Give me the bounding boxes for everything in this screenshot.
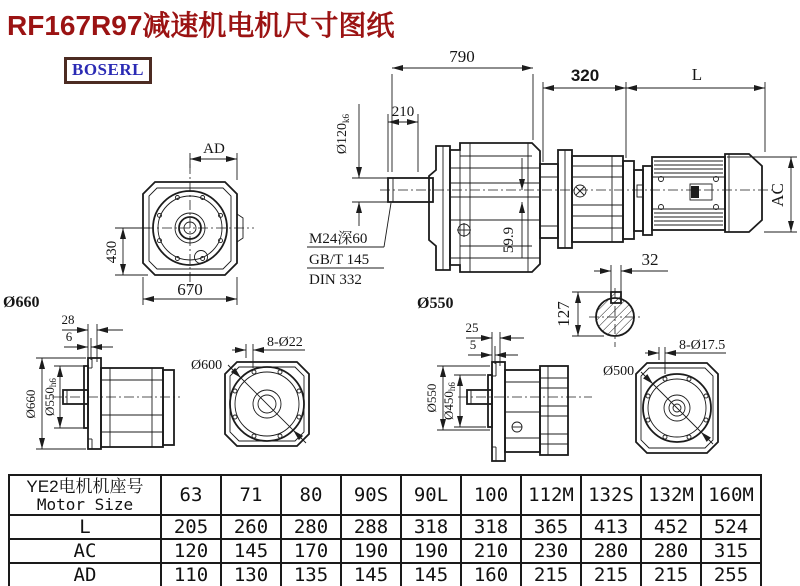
- table-header-cell: [9, 475, 161, 515]
- main-side-view: [3, 47, 775, 312]
- cell: 215: [641, 563, 701, 586]
- col-header: 112M: [521, 475, 581, 515]
- motor-size-table: [8, 474, 762, 586]
- col-header: 80: [281, 475, 341, 515]
- table-header-cn: YE2电机机座号: [26, 477, 144, 496]
- cell: 280: [281, 515, 341, 539]
- dim-430: 430: [104, 240, 120, 264]
- cell: 145: [221, 539, 281, 563]
- dim-holes-8-17-5: 8-Ø17.5: [679, 338, 726, 353]
- cell: 190: [341, 539, 401, 563]
- col-header: 63: [161, 475, 221, 515]
- table-row-L: [9, 515, 761, 539]
- cell: 135: [281, 563, 341, 586]
- cell: 210: [461, 539, 521, 563]
- cell: 110: [161, 563, 221, 586]
- dim-59-9: 59.9: [501, 226, 517, 254]
- dim-ad: AD: [203, 141, 225, 157]
- dim-dia-600: Ø600: [191, 358, 223, 373]
- table-header-en: Motor Size: [36, 495, 134, 514]
- dim-AC: AC: [768, 183, 787, 207]
- table-row-AC: [9, 539, 761, 563]
- table-header-row: [9, 475, 761, 515]
- cell: 145: [341, 563, 401, 586]
- cell: 230: [521, 539, 581, 563]
- dim-6: 6: [65, 329, 73, 344]
- cell: 215: [521, 563, 581, 586]
- col-header: 132M: [641, 475, 701, 515]
- cell: 130: [221, 563, 281, 586]
- cell: 318: [461, 515, 521, 539]
- note-din: DIN 332: [309, 272, 362, 288]
- cell: 315: [701, 539, 761, 563]
- row-label: AD: [9, 563, 161, 586]
- label-dia-660: Ø660: [3, 294, 40, 311]
- cell: 170: [281, 539, 341, 563]
- dim-dia-450h6: Ø450h6: [441, 382, 457, 420]
- dim-210: 210: [391, 104, 415, 120]
- col-header: 90S: [341, 475, 401, 515]
- cell: 280: [641, 539, 701, 563]
- col-header: 100: [461, 475, 521, 515]
- cell: 452: [641, 515, 701, 539]
- small-flange-front-view: [603, 338, 726, 453]
- cell: 255: [701, 563, 761, 586]
- table-row-AD: [9, 563, 761, 586]
- row-label: AC: [9, 539, 161, 563]
- front-view: [104, 141, 254, 305]
- dim-670: 670: [177, 280, 203, 299]
- cell: 288: [341, 515, 401, 539]
- page-title: RF167R97减速机电机尺寸图纸: [7, 10, 395, 41]
- cell: 524: [701, 515, 761, 539]
- dim-25: 25: [465, 320, 479, 335]
- col-header: 160M: [701, 475, 761, 515]
- brand-logo-text: BOSERL: [72, 60, 144, 79]
- shaft-cross-section: [554, 250, 668, 347]
- cell: 205: [161, 515, 221, 539]
- cell: 145: [401, 563, 461, 586]
- dim-28: 28: [61, 312, 75, 327]
- cell: 120: [161, 539, 221, 563]
- row-label: L: [9, 515, 161, 539]
- dim-5: 5: [469, 337, 477, 352]
- dim-dia-550: Ø550: [424, 383, 439, 413]
- cell: 318: [401, 515, 461, 539]
- dim-dia-500: Ø500: [603, 364, 635, 379]
- cell: 190: [401, 539, 461, 563]
- dim-dia-660: Ø660: [23, 389, 38, 419]
- dim-holes-8-22: 8-Ø22: [267, 335, 303, 350]
- col-header: 71: [221, 475, 281, 515]
- note-gb: GB/T 145: [309, 252, 370, 268]
- cell: 413: [581, 515, 641, 539]
- dim-dia-550h6: Ø550h6: [42, 378, 58, 416]
- cell: 260: [221, 515, 281, 539]
- dim-127: 127: [554, 301, 573, 327]
- large-flange-side-view: [23, 312, 180, 449]
- dim-790: 790: [449, 47, 475, 66]
- cell: 215: [581, 563, 641, 586]
- dim-L: L: [691, 65, 703, 84]
- large-flange-front-view: [191, 335, 309, 446]
- cell: 280: [581, 539, 641, 563]
- label-dia-550: Ø550: [417, 295, 454, 312]
- small-flange-side-view: [424, 320, 592, 461]
- col-header: 132S: [581, 475, 641, 515]
- dim-32: 32: [641, 250, 659, 269]
- note-thread: M24深60: [309, 231, 368, 247]
- cell: 160: [461, 563, 521, 586]
- dim-320: 320: [570, 66, 600, 85]
- dim-shaft-dia: $Ø120_{k6}$: [335, 113, 351, 155]
- cell: 365: [521, 515, 581, 539]
- col-header: 90L: [401, 475, 461, 515]
- motor-side-view: [540, 65, 797, 248]
